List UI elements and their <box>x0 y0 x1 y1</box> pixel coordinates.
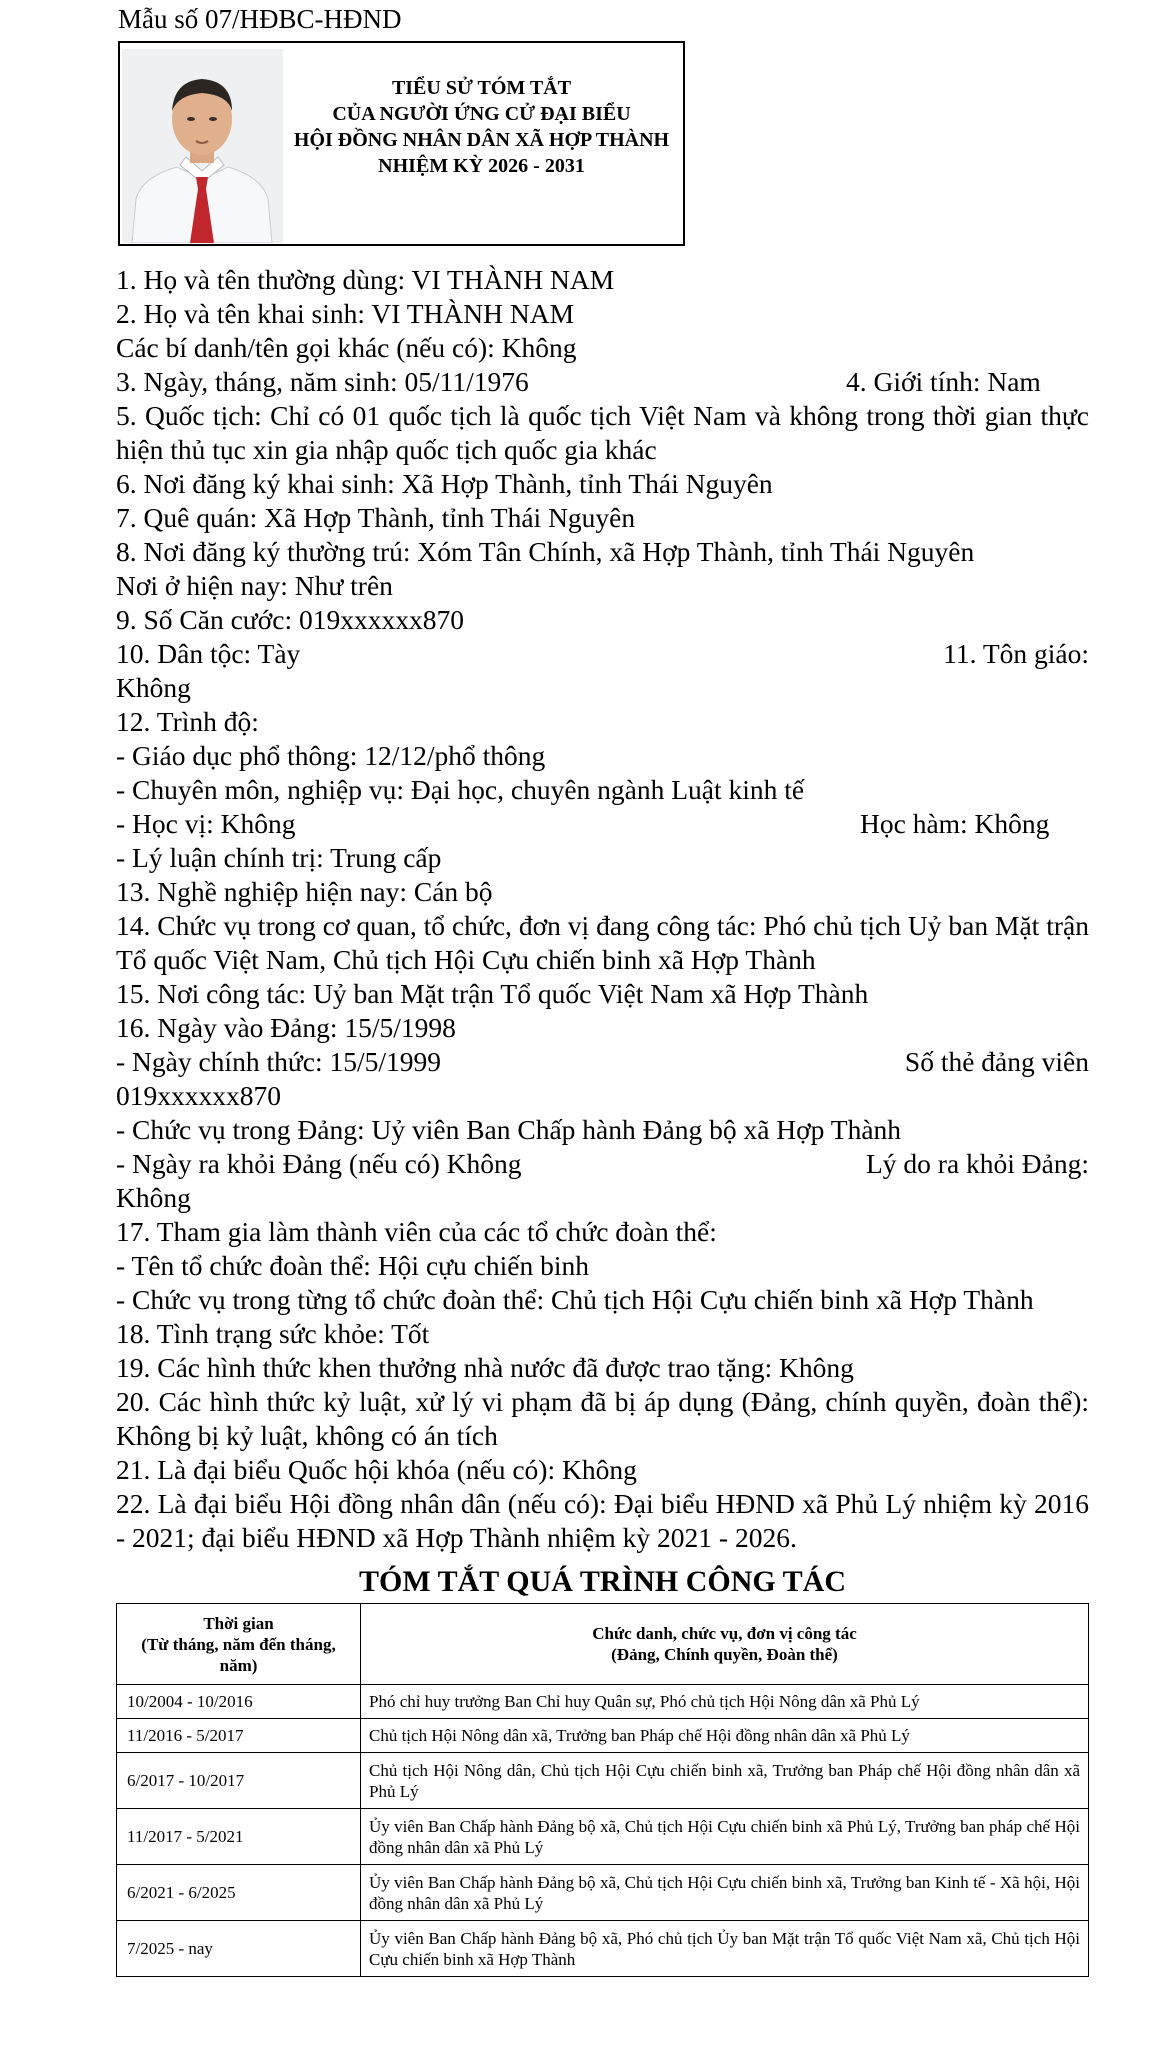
title-line: HỘI ĐỒNG NHÂN DÂN XÃ HỢP THÀNH <box>293 129 670 151</box>
column-header-period <box>117 1604 361 1685</box>
row-description: Chủ tịch Hội Nông dân, Chủ tịch Hội Cựu chiến binh xã, Trưởng ban Pháp chế Hội đồng nhân dân xã Phủ Lý <box>361 1753 1089 1809</box>
field-party-leave-reason-label: Lý do ra khỏi Đảng: <box>865 1148 1089 1179</box>
field-religion-label: 11. Tôn giáo: <box>943 638 1089 669</box>
portrait-image <box>122 49 283 243</box>
field-party-card-value: 019xxxxxx870 <box>116 1080 281 1111</box>
field-party-leave: - Ngày ra khỏi Đảng (nếu có) Không <box>116 1148 522 1179</box>
column-header-position <box>361 1604 1089 1685</box>
field-political-theory: - Lý luận chính trị: Trung cấp <box>116 842 442 873</box>
row-period: 7/2025 - nay <box>117 1921 361 1977</box>
row-period: 11/2017 - 5/2021 <box>117 1809 361 1865</box>
table-row <box>117 1921 1089 1977</box>
field-academic-title: Học hàm: Không <box>860 808 1050 839</box>
document-title <box>280 75 683 179</box>
field-organizations-heading: 17. Tham gia làm thành viên của các tổ chức đoàn thể: <box>116 1216 717 1247</box>
field-organization-name: - Tên tổ chức đoàn thể: Hội cựu chiến binh <box>116 1250 589 1281</box>
candidate-photo <box>122 49 283 243</box>
header-line: (Từ tháng, năm đến tháng, <box>141 1634 336 1654</box>
table-header-row <box>117 1604 1089 1685</box>
header-line: năm) <box>219 1655 258 1675</box>
row-description: Ủy viên Ban Chấp hành Đảng bộ xã, Chủ tịch Hội Cựu chiến binh xã Phủ Lý, Trưởng ban pháp chế Hội đồng nhân dân xã Phủ Lý <box>361 1809 1089 1865</box>
field-party-leave-row <box>116 1147 1089 1181</box>
field-national-assembly: 21. Là đại biểu Quốc hội khóa (nếu có): Không <box>116 1454 637 1485</box>
field-degree-row <box>116 807 1089 841</box>
field-awards: 19. Các hình thức khen thưởng nhà nước đã được trao tặng: Không <box>116 1352 854 1383</box>
field-nationality: 5. Quốc tịch: Chỉ có 01 quốc tịch là quốc tịch Việt Nam và không trong thời gian thực hiện thủ tục xin gia nhập quốc tịch quốc gia khác <box>116 400 1089 465</box>
title-line: TIỂU SỬ TÓM TẮT <box>391 77 572 99</box>
field-degree: - Học vị: Không <box>116 808 296 839</box>
title-line: CỦA NGƯỜI ỨNG CỬ ĐẠI BIỂU <box>332 103 631 125</box>
table-row <box>117 1719 1089 1753</box>
field-current-position: 14. Chức vụ trong cơ quan, tổ chức, đơn vị đang công tác: Phó chủ tịch Uỷ ban Mặt trận Tổ quốc Việt Nam, Chủ tịch Hội Cựu chiến binh xã Hợp Thành <box>116 910 1089 975</box>
field-ethnicity-religion-row <box>116 637 1089 671</box>
table-row <box>117 1685 1089 1719</box>
field-hometown: 7. Quê quán: Xã Hợp Thành, tỉnh Thái Nguyên <box>116 502 636 533</box>
field-official-date-row <box>116 1045 1089 1079</box>
field-council-delegate: 22. Là đại biểu Hội đồng nhân dân (nếu có): Đại biểu HĐND xã Phủ Lý nhiệm kỳ 2016 - 2021; đại biểu HĐND xã Hợp Thành nhiệm kỳ 2021 - 2026. <box>116 1488 1089 1553</box>
table-row <box>117 1753 1089 1809</box>
row-period: 11/2016 - 5/2017 <box>117 1719 361 1753</box>
field-birth-registration: 6. Nơi đăng ký khai sinh: Xã Hợp Thành, tỉnh Thái Nguyên <box>116 468 773 499</box>
field-organization-position: - Chức vụ trong từng tổ chức đoàn thể: Chủ tịch Hội Cựu chiến binh xã Hợp Thành <box>116 1284 1034 1315</box>
row-description: Ủy viên Ban Chấp hành Đảng bộ xã, Phó chủ tịch Ủy ban Mặt trận Tổ quốc Việt Nam xã, Chủ tịch Hội Cựu chiến binh xã Hợp Thành <box>361 1921 1089 1977</box>
field-id-number: 9. Số Căn cước: 019xxxxxx870 <box>116 604 464 635</box>
field-aliases: Các bí danh/tên gọi khác (nếu có): Không <box>116 332 577 363</box>
row-description: Ủy viên Ban Chấp hành Đảng bộ xã, Chủ tịch Hội Cựu chiến binh xã, Trưởng ban Kinh tế - Xã hội, Hội đồng nhân dân xã Phủ Lý <box>361 1865 1089 1921</box>
field-birth-name: 2. Họ và tên khai sinh: VI THÀNH NAM <box>116 298 575 329</box>
field-current-address: Nơi ở hiện nay: Như trên <box>116 570 393 601</box>
field-education-heading: 12. Trình độ: <box>116 706 259 737</box>
field-general-education: - Giáo dục phổ thông: 12/12/phổ thông <box>116 740 546 771</box>
field-religion-value: Không <box>116 672 191 703</box>
header-line: Chức danh, chức vụ, đơn vị công tác <box>592 1624 857 1643</box>
field-occupation: 13. Nghề nghiệp hiện nay: Cán bộ <box>116 876 493 907</box>
field-gender: 4. Giới tính: Nam <box>846 366 1041 397</box>
header-box <box>118 41 685 246</box>
field-common-name: 1. Họ và tên thường dùng: VI THÀNH NAM <box>116 264 615 295</box>
field-discipline: 20. Các hình thức kỷ luật, xử lý vi phạm đã bị áp dụng (Đảng, chính quyền, đoàn thể): Không bị kỷ luật, không có án tích <box>116 1386 1089 1451</box>
field-permanent-residence: 8. Nơi đăng ký thường trú: Xóm Tân Chính, xã Hợp Thành, tỉnh Thái Nguyên <box>116 536 975 567</box>
table-row <box>117 1809 1089 1865</box>
field-party-card-label: Số thẻ đảng viên <box>904 1046 1089 1077</box>
form-number: Mẫu số 07/HĐBC-HĐND <box>118 4 402 34</box>
row-period: 10/2004 - 10/2016 <box>117 1685 361 1719</box>
row-description: Chủ tịch Hội Nông dân xã, Trưởng ban Pháp chế Hội đồng nhân dân xã Phủ Lý <box>361 1719 1089 1753</box>
field-party-position: - Chức vụ trong Đảng: Uỷ viên Ban Chấp hành Đảng bộ xã Hợp Thành <box>116 1114 902 1145</box>
field-ethnicity: 10. Dân tộc: Tày <box>116 638 301 669</box>
field-party-join-date: 16. Ngày vào Đảng: 15/5/1998 <box>116 1012 456 1043</box>
field-workplace: 15. Nơi công tác: Uỷ ban Mặt trận Tổ quốc Việt Nam xã Hợp Thành <box>116 978 869 1009</box>
title-line: NHIỆM KỲ 2026 - 2031 <box>378 155 585 177</box>
table-row <box>117 1865 1089 1921</box>
bio-fields <box>116 263 1089 1555</box>
row-period: 6/2017 - 10/2017 <box>117 1753 361 1809</box>
header-line: Thời gian <box>203 1613 274 1633</box>
field-specialty: - Chuyên môn, nghiệp vụ: Đại học, chuyên ngành Luật kinh tế <box>116 774 805 805</box>
field-party-leave-reason-value: Không <box>116 1182 191 1213</box>
field-dob-gender-row <box>116 365 1089 399</box>
field-health: 18. Tình trạng sức khỏe: Tốt <box>116 1318 430 1349</box>
work-history-title: TÓM TẮT QUÁ TRÌNH CÔNG TÁC <box>358 1565 847 1598</box>
row-description: Phó chỉ huy trưởng Ban Chỉ huy Quân sự, Phó chủ tịch Hội Nông dân xã Phủ Lý <box>361 1685 1089 1719</box>
field-official-date: - Ngày chính thức: 15/5/1999 <box>116 1046 441 1077</box>
work-history-table <box>116 1603 1089 1977</box>
row-period: 6/2021 - 6/2025 <box>117 1865 361 1921</box>
field-dob: 3. Ngày, tháng, năm sinh: 05/11/1976 <box>116 366 529 397</box>
header-line: (Đảng, Chính quyền, Đoàn thể) <box>611 1645 838 1664</box>
